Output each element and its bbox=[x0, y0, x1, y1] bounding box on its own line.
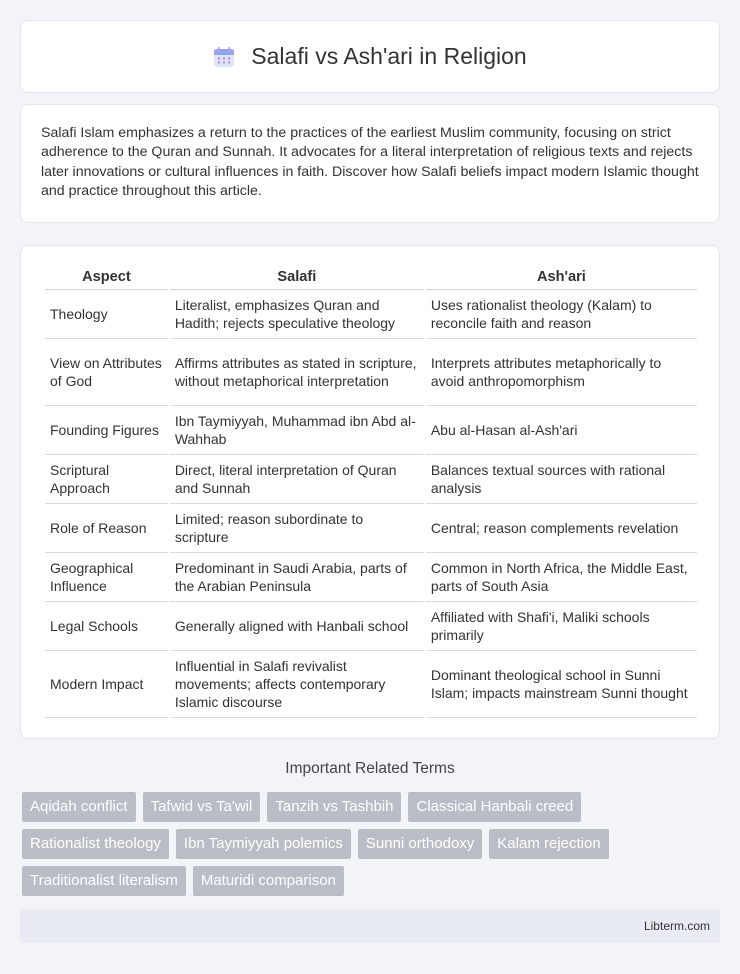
tag-classical-hanbali-creed[interactable]: Classical Hanbali creed bbox=[408, 792, 581, 822]
salafi-cell: Influential in Salafi revivalist movements; affects contemporary Islamic discourse bbox=[170, 651, 424, 718]
table-row bbox=[45, 290, 697, 339]
aspect-cell: View on Attributes of God bbox=[45, 339, 168, 406]
ashari-cell: Interprets attributes metaphorically to avoid anthropomorphism bbox=[426, 339, 697, 406]
table-row bbox=[45, 455, 697, 504]
page-title: Salafi vs Ash'ari in Religion bbox=[251, 43, 527, 69]
aspect-cell: Geographical Influence bbox=[45, 553, 168, 602]
ashari-cell: Balances textual sources with rational analysis bbox=[426, 455, 697, 504]
calendar-icon bbox=[213, 46, 235, 68]
ashari-cell: Central; reason complements revelation bbox=[426, 504, 697, 553]
tag-maturidi-comparison[interactable]: Maturidi comparison bbox=[193, 866, 344, 896]
header-ashari: Ash'ari bbox=[426, 263, 697, 290]
footer bbox=[20, 909, 720, 943]
table-row bbox=[45, 602, 697, 651]
intro-card bbox=[20, 104, 720, 223]
title-card bbox=[20, 20, 720, 93]
table-row bbox=[45, 651, 697, 718]
aspect-cell: Founding Figures bbox=[45, 406, 168, 455]
ashari-cell: Abu al-Hasan al-Ash'ari bbox=[426, 406, 697, 455]
salafi-cell: Generally aligned with Hanbali school bbox=[170, 602, 424, 651]
ashari-cell: Uses rationalist theology (Kalam) to reconcile faith and reason bbox=[426, 290, 697, 339]
header-aspect: Aspect bbox=[45, 263, 168, 290]
tag-traditionalist-literalism[interactable]: Traditionalist literalism bbox=[22, 866, 186, 896]
ashari-cell: Affiliated with Shafi'i, Maliki schools primarily bbox=[426, 602, 697, 651]
related-tags bbox=[22, 792, 722, 903]
footer-site-link[interactable]: Libterm.com bbox=[643, 919, 710, 933]
aspect-cell: Role of Reason bbox=[45, 504, 168, 553]
related-terms-title: Important Related Terms bbox=[285, 760, 455, 777]
table-row bbox=[45, 504, 697, 553]
aspect-cell: Theology bbox=[45, 290, 168, 339]
intro-text: Salafi Islam emphasizes a return to the practices of the earliest Muslim community, focusing on strict adherence to the Quran and Sunnah. It advocates for a literal interpretation of religious texts and rejects later innovations or cultural influences in faith. Discover how Salafi beliefs impact modern Islamic thought and practice throughout this article. bbox=[41, 125, 699, 200]
tag-aqidah-conflict[interactable]: Aqidah conflict bbox=[22, 792, 136, 822]
comparison-card bbox=[20, 245, 720, 739]
salafi-cell: Predominant in Saudi Arabia, parts of the Arabian Peninsula bbox=[170, 553, 424, 602]
table-row bbox=[45, 553, 697, 602]
table-row bbox=[45, 339, 697, 406]
salafi-cell: Ibn Taymiyyah, Muhammad ibn Abd al-Wahhab bbox=[170, 406, 424, 455]
salafi-cell: Limited; reason subordinate to scripture bbox=[170, 504, 424, 553]
aspect-cell: Scriptural Approach bbox=[45, 455, 168, 504]
header-salafi: Salafi bbox=[170, 263, 424, 290]
tag-tafwid-vs-tawil[interactable]: Tafwid vs Ta'wil bbox=[143, 792, 261, 822]
ashari-cell: Common in North Africa, the Middle East, parts of South Asia bbox=[426, 553, 697, 602]
aspect-cell: Modern Impact bbox=[45, 651, 168, 718]
salafi-cell: Affirms attributes as stated in scripture, without metaphorical interpretation bbox=[170, 339, 424, 406]
ashari-cell: Dominant theological school in Sunni Islam; impacts mainstream Sunni thought bbox=[426, 651, 697, 718]
salafi-cell: Literalist, emphasizes Quran and Hadith; rejects speculative theology bbox=[170, 290, 424, 339]
aspect-cell: Legal Schools bbox=[45, 602, 168, 651]
tag-sunni-orthodoxy[interactable]: Sunni orthodoxy bbox=[358, 829, 482, 859]
tag-rationalist-theology[interactable]: Rationalist theology bbox=[22, 829, 169, 859]
tag-tanzih-vs-tashbih[interactable]: Tanzih vs Tashbih bbox=[267, 792, 401, 822]
salafi-cell: Direct, literal interpretation of Quran and Sunnah bbox=[170, 455, 424, 504]
tag-kalam-rejection[interactable]: Kalam rejection bbox=[489, 829, 608, 859]
table-row bbox=[45, 406, 697, 455]
tag-ibn-taymiyyah-polemics[interactable]: Ibn Taymiyyah polemics bbox=[176, 829, 351, 859]
comparison-table bbox=[43, 263, 699, 718]
